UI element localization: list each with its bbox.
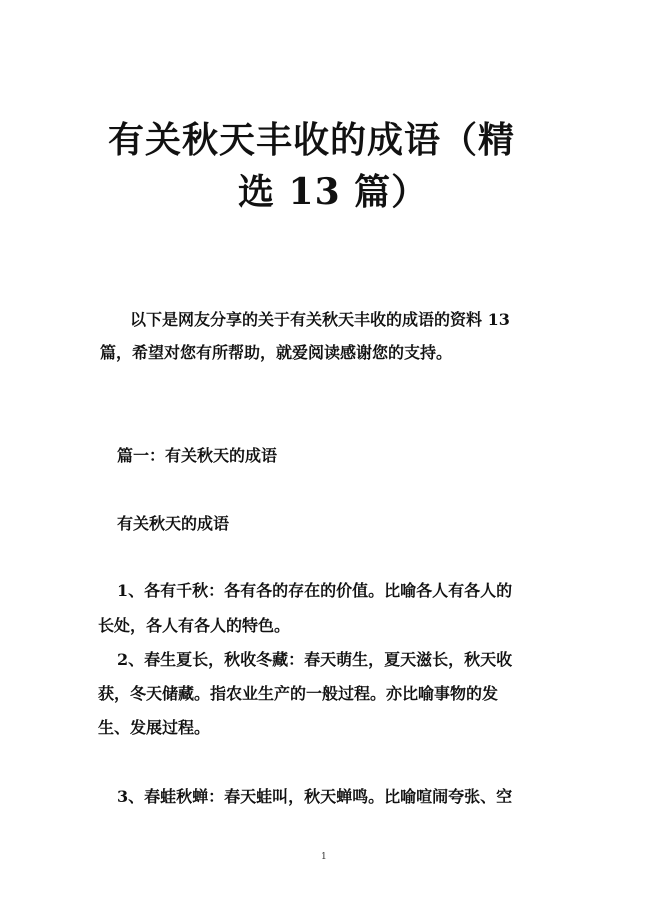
document-title-line-2: 选 13 篇） <box>238 171 429 213</box>
intro-line-1: 以下是网友分享的关于有关秋天丰收的成语的资料 13 <box>130 310 510 329</box>
section-heading: 篇一：有关秋天的成语 <box>117 446 278 465</box>
subheading: 有关秋天的成语 <box>117 514 230 533</box>
item-3-line-1: 3、春蛙秋蝉：春天蛙叫，秋天蝉鸣。比喻喧闹夸张、空 <box>117 787 513 806</box>
item-2-line-2: 获，冬天储藏。指农业生产的一般过程。亦比喻事物的发 <box>98 684 499 703</box>
item-2-line-3: 生、发展过程。 <box>98 718 211 737</box>
item-1-line-2: 长处，各人有各人的特色。 <box>98 616 291 635</box>
document-title-line-1: 有关秋天丰收的成语（精 <box>108 119 516 161</box>
item-1-line-1: 1、各有千秋：各有各的存在的价值。比喻各人有各人的 <box>117 581 513 600</box>
item-2-line-1: 2、春生夏长，秋收冬藏：春天萌生，夏天滋长，秋天收 <box>117 650 513 669</box>
page-number: 1 <box>321 852 327 862</box>
intro-line-2: 篇，希望对您有所帮助，就爱阅读感谢您的支持。 <box>100 343 453 362</box>
